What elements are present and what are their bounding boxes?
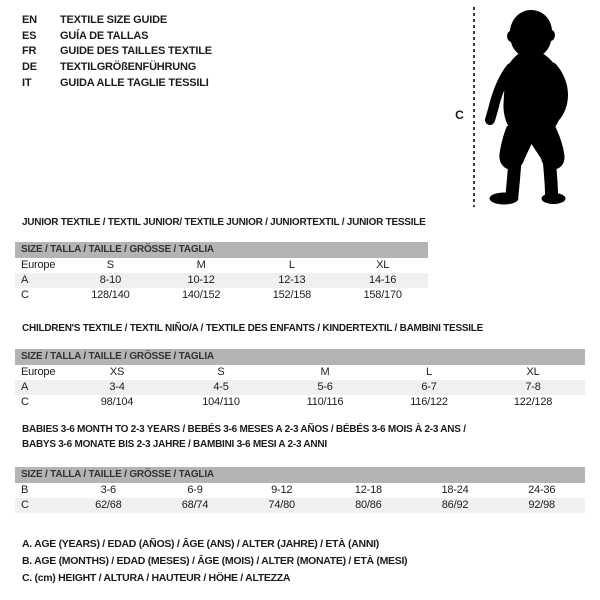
size-cell: 62/68 [95,499,122,511]
size-cell: 7-8 [525,381,541,393]
size-header-band: SIZE / TALLA / TAILLE / GRÖSSE / TAGLIA [15,349,585,365]
row-label: A [21,381,29,393]
table-title [15,215,428,230]
size-cell: 10-12 [187,274,215,286]
dashed-height-line [473,7,475,207]
language-label: TEXTILGRÖßENFÜHRUNG [60,61,197,74]
size-table-babies [15,422,585,513]
size-cell: 80/86 [355,499,382,511]
size-header-band: SIZE / TALLA / TAILLE / GRÖSSE / TAGLIA [15,467,585,483]
size-cell: XL [526,366,540,378]
language-code: FR [22,45,37,58]
table-rows [15,365,585,410]
footnote-line: A. AGE (YEARS) / EDAD (AÑOS) / ÂGE (ANS) / ALTER (JAHRE) / ETÀ (ANNI) [22,538,379,550]
baby-silhouette-icon [484,6,580,210]
size-cell: 140/152 [181,289,221,301]
size-cell: XL [376,259,390,271]
table-title-line: CHILDREN'S TEXTILE / TEXTIL NIÑO/A / TEXTILE DES ENFANTS / KINDERTEXTIL / BAMBINI TESSILE [22,323,484,334]
size-cell: 6-9 [187,484,203,496]
height-figure [448,4,588,212]
language-code: ES [22,29,37,42]
size-cell: 116/122 [410,396,448,408]
size-cell: 24-36 [528,484,556,496]
size-cell: 128/140 [91,289,130,301]
footnotes [22,536,407,588]
size-cell: L [426,366,432,378]
language-label: TEXTILE SIZE GUIDE [60,14,168,26]
size-cell: 158/170 [363,289,402,301]
table-title-line: BABIES 3-6 MONTH TO 2-3 YEARS / BEBÉS 3-6 MESES A 2-3 AÑOS / BÉBÉS 3-6 MOIS À 2-3 ANS / [22,424,466,435]
row-label: Europe [21,366,56,378]
size-cell: 9-12 [271,484,293,496]
table-title-line: JUNIOR TEXTILE / TEXTIL JUNIOR/ TEXTILE JUNIOR / JUNIORTEXTIL / JUNIOR TESSILE [22,217,426,228]
language-label: GUÍA DE TALLAS [60,29,149,42]
size-cell: 92/98 [528,499,555,511]
row-label: C [21,499,29,511]
size-cell: 5-6 [317,381,333,393]
table-title-line: BABYS 3-6 MONATE BIS 2-3 JAHRE / BAMBINI 3-6 MESI A 2-3 ANNI [22,439,327,450]
size-cell: 3-4 [109,381,125,393]
size-cell: 12-13 [278,274,306,286]
size-cell: 8-10 [99,274,121,286]
language-row [22,13,212,29]
table-rows [15,258,428,303]
table-title [15,422,585,452]
size-cell: XS [109,366,125,378]
size-cell: L [288,259,295,271]
size-cell: S [106,259,114,271]
size-cell: 68/74 [181,499,209,511]
height-marker-label: C [455,108,464,122]
size-cell: 14-16 [369,274,397,286]
table-row [15,483,585,498]
language-list [22,13,212,92]
language-row [22,44,212,60]
size-cell: M [196,259,206,271]
row-label: A [21,274,29,286]
row-label: Europe [21,259,56,271]
language-code: DE [22,61,37,74]
row-label: C [21,396,29,408]
size-cell: 18-24 [441,484,469,496]
table-row [15,380,585,395]
table-row [15,258,428,273]
table-rows [15,483,585,513]
size-cell: 122/128 [513,396,553,408]
language-label: GUIDE DES TAILLES TEXTILE [60,45,212,58]
size-cell: 104/110 [202,396,240,408]
size-table-children [15,321,585,410]
size-cell: 86/92 [441,499,469,511]
table-row [15,288,428,303]
table-row [15,273,428,288]
language-row [22,29,212,45]
footnote-line: C. (cm) HEIGHT / ALTURA / HAUTEUR / HÖHE / ALTEZZA [22,572,291,585]
size-cell: M [320,366,330,378]
size-cell: 98/104 [100,396,134,408]
size-cell: 152/158 [272,289,312,301]
size-cell: 110/116 [306,396,344,408]
language-code: IT [22,76,32,89]
footnote-line: B. AGE (MONTHS) / EDAD (MESES) / ÂGE (MOIS) / ALTER (MONATE) / ETÀ (MESI) [22,555,408,568]
table-row [15,498,585,513]
language-row [22,60,212,76]
size-cell: 12-18 [354,484,382,496]
size-cell: 74/80 [268,499,295,511]
table-title [15,321,585,336]
table-row [15,365,585,380]
language-row [22,76,212,92]
size-cell: 4-5 [213,381,229,393]
size-table-junior [15,215,428,303]
size-cell: 3-6 [100,484,116,496]
size-header-band: SIZE / TALLA / TAILLE / GRÖSSE / TAGLIA [15,242,428,258]
language-code: EN [22,14,37,26]
row-label: C [21,289,29,301]
row-label: B [21,484,29,496]
language-label: GUIDA ALLE TAGLIE TESSILI [60,76,209,89]
size-cell: S [217,366,225,378]
table-row [15,395,585,410]
size-cell: 6-7 [421,381,437,393]
